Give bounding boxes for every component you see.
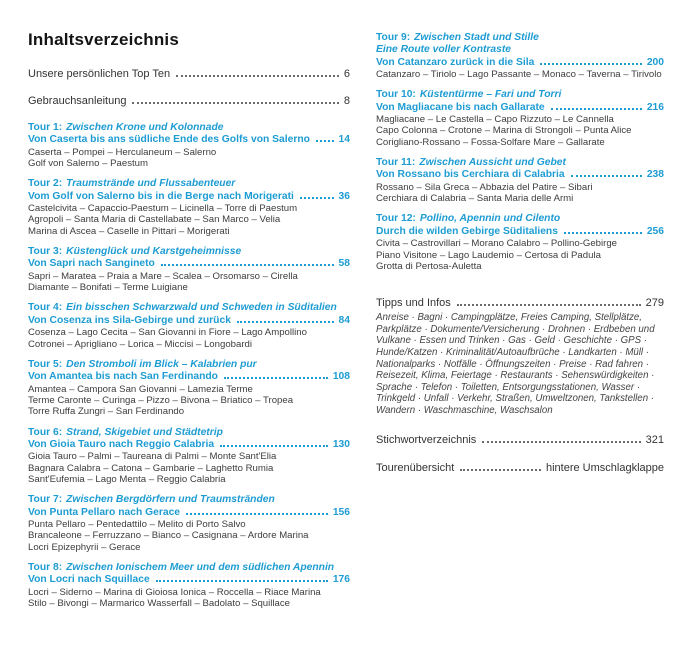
tour-subtitle-line bbox=[28, 122, 350, 134]
tour-subtitle-line bbox=[28, 246, 350, 258]
page-number: 6 bbox=[343, 68, 350, 80]
tour-entry-1 bbox=[28, 122, 350, 169]
page-number: 84 bbox=[338, 314, 350, 326]
dot-leader bbox=[571, 175, 642, 177]
toc-column-right bbox=[376, 30, 664, 618]
dot-leader bbox=[551, 108, 642, 110]
dot-leader bbox=[186, 513, 328, 515]
tour-stops-line: Cerchiara di Calabria – Santa Maria delle Armi bbox=[376, 193, 574, 205]
toc-entry-tips bbox=[376, 297, 664, 309]
tour-subtitle: Küstenglück und Karstgeheimnisse bbox=[66, 246, 242, 258]
toc-entry-index bbox=[376, 434, 664, 446]
tour-label: Tour 2: bbox=[28, 178, 63, 190]
page-number: 200 bbox=[646, 56, 664, 68]
tour-subtitle-line bbox=[376, 213, 664, 225]
tour-title: Von Amantea bis nach San Ferdinando bbox=[28, 371, 218, 383]
page-number: 176 bbox=[332, 574, 350, 586]
page-number: 130 bbox=[332, 438, 350, 450]
tour-title-line bbox=[376, 169, 664, 182]
page-number: 8 bbox=[343, 95, 350, 107]
tour-entry-12 bbox=[376, 213, 664, 272]
page-number: 108 bbox=[332, 371, 350, 383]
tour-title-line bbox=[28, 315, 350, 328]
tour-stops-line: Piano Visitone – Lago Laudemio – Certosa di Padula bbox=[376, 249, 601, 261]
tour-stops-line: Magliacane – Le Castella – Capo Rizzuto – Le Cannella bbox=[376, 114, 614, 126]
tour-stops-line: Diamante – Bonifati – Terme Luigiane bbox=[28, 282, 188, 294]
dot-leader bbox=[132, 102, 338, 104]
tour-label: Tour 9: bbox=[376, 32, 411, 43]
tour-stops-line: Capo Colonna – Crotone – Marina di Strongoli – Punta Alice bbox=[376, 125, 632, 137]
tour-stops-line: Sapri – Maratea – Praia a Mare – Scalea – Orsomarso – Cirella bbox=[28, 270, 298, 282]
tour-subtitle-line bbox=[28, 494, 350, 506]
tour-subtitle-line bbox=[28, 302, 350, 314]
tour-label: Tour 8: bbox=[28, 561, 63, 573]
tour-entry-8 bbox=[28, 562, 350, 609]
tour-title: Von Locri nach Squillace bbox=[28, 574, 150, 586]
tour-label: Tour 6: bbox=[28, 426, 63, 438]
dot-leader bbox=[460, 469, 541, 471]
tour-list-left bbox=[28, 122, 350, 609]
page-number: 238 bbox=[646, 169, 664, 181]
tour-subtitle-line-2: Eine Route voller Kontraste bbox=[376, 44, 512, 56]
tour-subtitle: Zwischen Krone und Kolonnade bbox=[66, 122, 224, 133]
tour-title: Von Magliacane bis nach Gallarate bbox=[376, 101, 545, 113]
tour-subtitle: Zwischen Bergdörfern und Traumstränden bbox=[66, 494, 275, 506]
tour-stops-line: Punta Pellaro – Pentedattilo – Melito di Porto Salvo bbox=[28, 519, 246, 531]
tour-subtitle: Traumstrände und Flussabenteuer bbox=[66, 178, 236, 190]
tour-label: Tour 10: bbox=[376, 89, 416, 101]
tour-entry-11 bbox=[376, 157, 664, 204]
entry-label: Unsere persönlichen Top Ten bbox=[28, 68, 171, 80]
tour-title: Von Caserta bis ans südliche Ende des Golfs von Salerno bbox=[28, 134, 310, 146]
dot-leader bbox=[457, 304, 641, 306]
tour-title-line bbox=[28, 371, 350, 384]
tour-stops-line: Brancaleone – Ferruzzano – Bianco – Casignana – Ardore Marina bbox=[28, 530, 309, 542]
dot-leader bbox=[156, 580, 328, 582]
tour-title-line bbox=[28, 507, 350, 520]
page-number: 279 bbox=[645, 297, 664, 310]
tour-entry-5 bbox=[28, 359, 350, 418]
toc-entry-top-ten bbox=[28, 68, 350, 80]
tour-title-line bbox=[28, 191, 350, 204]
dot-leader bbox=[316, 140, 334, 142]
tour-label: Tour 11: bbox=[376, 157, 416, 169]
tour-subtitle-line bbox=[376, 157, 664, 169]
tour-title: Von Punta Pellaro nach Gerace bbox=[28, 506, 181, 518]
toc-entry-gebrauchsanleitung bbox=[28, 95, 350, 107]
dot-leader bbox=[482, 441, 640, 443]
tour-stops-line: Stilo – Bivongi – Marmarico Wasserfall – Badolato – Squillace bbox=[28, 598, 290, 610]
page-number: 14 bbox=[338, 134, 350, 146]
tour-stops-line: Corigliano-Rossano – Fossa-Solfare Mare – Gallarate bbox=[376, 136, 605, 148]
tour-title: Von Gioia Tauro nach Reggio Calabria bbox=[28, 438, 215, 450]
page-title: Inhaltsverzeichnis bbox=[28, 30, 179, 49]
tour-title-line bbox=[376, 102, 664, 115]
tour-entry-10 bbox=[376, 89, 664, 148]
dot-leader bbox=[224, 377, 328, 379]
tour-subtitle-line bbox=[28, 427, 350, 439]
tour-subtitle-line bbox=[28, 178, 350, 190]
tour-stops-line: Gioia Tauro – Palmi – Taureana di Palmi – Monte Sant'Elia bbox=[28, 451, 277, 463]
tour-entry-3 bbox=[28, 246, 350, 293]
tips-topics-list: Anreise · Bagni · Campingplätze, Freies Camping, Stellplätze, Parkplätze · Dokumente/Versicherung · Drohnen · Erdbeben und Vulkane · Essen und Trinken · Gas · Geld · Geschichte · GPS · Hunde/Katzen · Kriminalität/Autoaufbrüche · Landkarten · Müll · Nationalparks · Notfälle · Öffnungszeiten · Preise · Rad fahren · Reisezeit, Klima, Feiertage · Restaurants · Sehenswürdigkeiten · Sprache · Telefon · Toiletten, Entsorgungsstationen, Wasser · Trinkgeld · Unfall · Verkehr, Straßen, Umweltzonen, Tankstellen · Wandern · Waschmaschine, Waschsalon bbox=[376, 312, 655, 416]
tips-section bbox=[376, 297, 664, 416]
tour-subtitle: Pollino, Apennin und Cilento bbox=[419, 213, 561, 225]
tour-stops-line: Terme Caronte – Curinga – Pizzo – Bivona – Briatico – Tropea bbox=[28, 394, 294, 406]
entry-label: Gebrauchsanleitung bbox=[28, 95, 127, 107]
tour-title-line bbox=[376, 57, 664, 70]
tour-subtitle-line bbox=[28, 562, 350, 574]
entry-label: Tipps und Infos bbox=[376, 297, 451, 310]
tour-list-right bbox=[376, 32, 664, 272]
dot-leader bbox=[220, 445, 328, 447]
tour-title: Durch die wilden Gebirge Süditaliens bbox=[376, 225, 558, 237]
tour-stops-line: Locri Epizephyrii – Gerace bbox=[28, 541, 141, 553]
tour-title-line bbox=[28, 574, 350, 587]
toc-column-left bbox=[28, 30, 350, 618]
tour-stops-line: Bagnara Calabra – Catona – Gambarie – Laghetto Rumia bbox=[28, 462, 274, 474]
tour-stops-line: Locri – Siderno – Marina di Gioiosa Ionica – Roccella – Riace Marina bbox=[28, 586, 321, 598]
tour-subtitle-line bbox=[376, 89, 664, 101]
tour-subtitle: Strand, Skigebiet und Städtetrip bbox=[66, 426, 223, 438]
tour-entry-7 bbox=[28, 494, 350, 553]
dot-leader bbox=[161, 264, 334, 266]
entry-label: Stichwortverzeichnis bbox=[376, 433, 477, 446]
tour-stops-line: Golf von Salerno – Paestum bbox=[28, 158, 148, 170]
tour-label: Tour 4: bbox=[28, 302, 63, 314]
tour-stops-line: Cosenza – Lago Cecita – San Giovanni in Fiore – Lago Ampollino bbox=[28, 327, 307, 339]
tour-subtitle: Zwischen Aussicht und Gebet bbox=[419, 157, 566, 169]
tour-stops-line: Marina di Ascea – Caselle in Pittari – Morigerati bbox=[28, 225, 230, 237]
page-reference: hintere Umschlagklappe bbox=[545, 461, 664, 474]
tour-stops-line: Amantea – Campora San Giovanni – Lamezia Terme bbox=[28, 383, 253, 395]
tour-title: Vom Golf von Salerno bis in die Berge nach Morigerati bbox=[28, 190, 294, 202]
page-number: 216 bbox=[646, 101, 664, 113]
tour-title: Von Cosenza ins Sila-Gebirge und zurück bbox=[28, 314, 231, 326]
tour-stops-line: Cotronei – Aprigliano – Lorica – Miccisi – Longobardi bbox=[28, 338, 252, 350]
page-number: 58 bbox=[338, 258, 350, 270]
entry-label: Tourenübersicht bbox=[376, 461, 455, 474]
tour-stops-line: Agropoli – Santa Maria di Castellabate – San Marco – Velia bbox=[28, 214, 281, 226]
tour-subtitle: Ein bisschen Schwarzwald und Schweden in Süditalien bbox=[66, 302, 337, 314]
tour-title: Von Rossano bis Cerchiara di Calabria bbox=[376, 169, 565, 181]
dot-leader bbox=[564, 232, 642, 234]
tour-stops-line: Caserta – Pompei – Herculaneum – Salerno bbox=[28, 146, 217, 158]
tour-stops-line: Catanzaro – Tiriolo – Lago Passante – Monaco – Taverna – Tirivolo bbox=[376, 69, 662, 81]
tour-entry-9 bbox=[376, 32, 664, 80]
tour-entry-2 bbox=[28, 178, 350, 237]
tour-stops-line: Civita – Castrovillari – Morano Calabro – Pollino-Gebirge bbox=[376, 238, 618, 250]
tour-stops-line: Torre Ruffa Zungri – San Ferdinando bbox=[28, 406, 185, 418]
tour-subtitle: Zwischen Stadt und Stille bbox=[414, 32, 539, 43]
page-number: 156 bbox=[332, 506, 350, 518]
dot-leader bbox=[237, 321, 334, 323]
tour-subtitle-line bbox=[28, 359, 350, 371]
tour-subtitle-line bbox=[376, 32, 664, 44]
tour-stops-line: Sant'Eufemia – Lago Menta – Reggio Calabria bbox=[28, 473, 226, 485]
tour-label: Tour 12: bbox=[376, 213, 416, 225]
dot-leader bbox=[540, 63, 642, 65]
tour-entry-4 bbox=[28, 302, 350, 349]
page-number: 321 bbox=[645, 433, 664, 446]
tour-title-line bbox=[28, 258, 350, 271]
tour-label: Tour 3: bbox=[28, 246, 63, 258]
dot-leader bbox=[176, 75, 339, 77]
tour-stops-line: Castelcivita – Capaccio-Paestum – Licinella – Torre di Paestum bbox=[28, 203, 298, 215]
tour-title-line bbox=[28, 439, 350, 452]
tour-title-line bbox=[376, 226, 664, 239]
tour-stops-line: Grotta di Pertosa-Auletta bbox=[376, 260, 482, 272]
tour-stops-line: Rossano – Sila Greca – Abbazia del Patire – Sibari bbox=[376, 181, 593, 193]
tour-subtitle: Den Stromboli im Blick – Kalabrien pur bbox=[66, 358, 257, 370]
tour-title: Von Catanzaro zurück in die Sila bbox=[376, 56, 535, 68]
tour-label: Tour 5: bbox=[28, 358, 63, 370]
tour-title: Von Sapri nach Sangineto bbox=[28, 258, 155, 270]
tour-subtitle: Küstentürme – Fari und Torri bbox=[419, 89, 562, 101]
tour-title-line bbox=[28, 134, 350, 147]
page-number: 256 bbox=[646, 225, 664, 237]
tour-subtitle: Zwischen Ionischem Meer und dem südlichen Apennin bbox=[66, 561, 335, 573]
tour-label: Tour 1: bbox=[28, 122, 63, 133]
page-number: 36 bbox=[338, 190, 350, 202]
tour-entry-6 bbox=[28, 427, 350, 486]
dot-leader bbox=[300, 197, 334, 199]
toc-entry-overview bbox=[376, 462, 664, 474]
tour-label: Tour 7: bbox=[28, 494, 63, 506]
